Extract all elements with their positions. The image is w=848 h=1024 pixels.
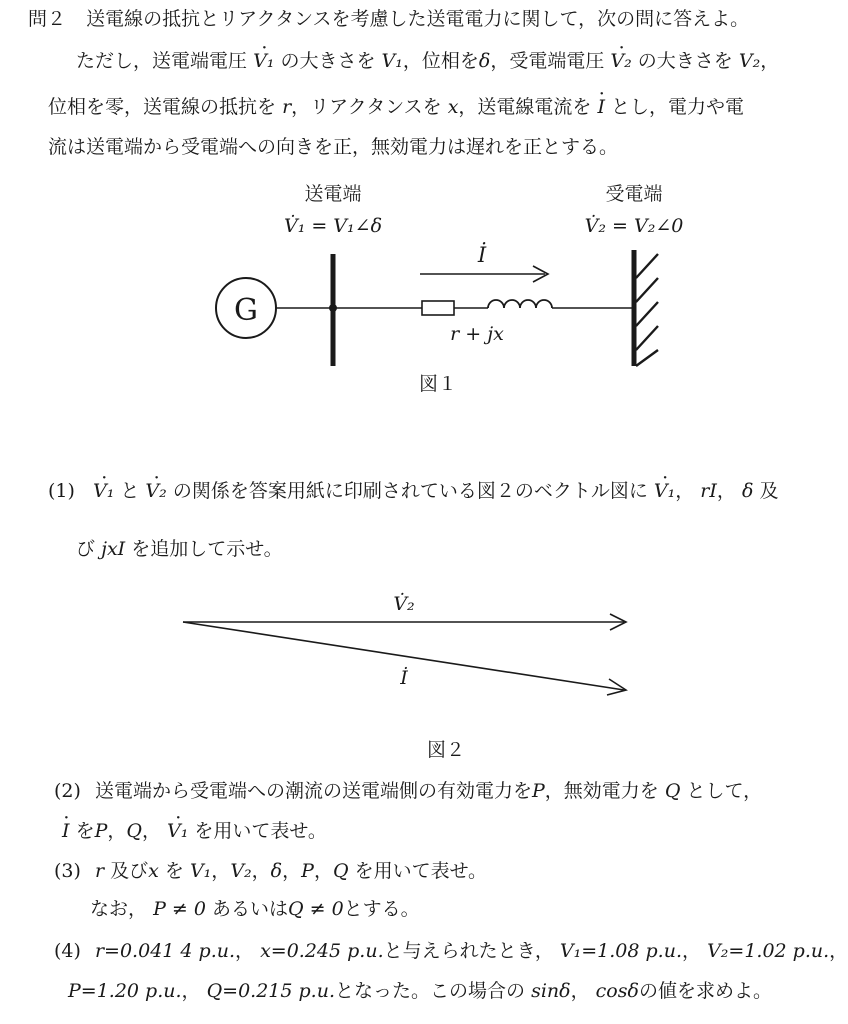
q3-text: を <box>164 860 184 882</box>
recv-end-equation: V̇₂ = V₂∠0 <box>584 215 684 237</box>
cond-text: ，リアクタンスを <box>291 96 442 118</box>
q1-text: び <box>76 538 96 560</box>
q4-text: ， <box>829 940 848 962</box>
q3-text: ， <box>251 860 271 882</box>
condition-q-nonzero: Q ≠ 0 <box>288 898 344 920</box>
q2-number: (2) <box>54 780 81 802</box>
q2-text: として， <box>686 780 763 802</box>
q2-text: ，無効電力を <box>544 780 659 802</box>
q4-line-2 <box>68 978 772 1004</box>
symbol-x: x <box>148 860 159 882</box>
symbol-q: Q <box>332 860 349 882</box>
q2-text: 送電端から受電端への潮流の送電端側の有効電力を <box>94 780 532 802</box>
value-v2: V₂=1.02 p.u. <box>707 940 830 962</box>
condition-line-3 <box>48 134 618 160</box>
cond-text: 位相を零，送電線の抵抗を <box>48 96 277 118</box>
cond-text: ，送電線電流を <box>458 96 592 118</box>
current-arrowhead <box>607 679 626 695</box>
figure1-circuit <box>0 170 843 410</box>
q2-text: ， <box>141 820 161 842</box>
q2-text: を用いて表せ。 <box>194 820 327 842</box>
send-end-title: 送電端 <box>304 183 362 205</box>
symbol-v1: V₁ <box>189 860 212 882</box>
symbol-ri: rI <box>700 480 717 502</box>
impedance-label: r + jx <box>450 323 504 345</box>
q2-line-2 <box>62 818 327 844</box>
send-end-equation: V̇₁ = V₁∠δ <box>283 215 383 237</box>
value-r: r=0.041 4 p.u. <box>94 940 236 962</box>
cond-text: の大きさを <box>637 50 733 72</box>
symbol-v2: V₂ <box>738 50 761 72</box>
q4-text: ， <box>570 980 590 1002</box>
ground-hatching <box>636 254 658 366</box>
symbol-v2: · V₂ <box>610 48 631 74</box>
symbol-x: x <box>447 96 459 118</box>
sin-delta: sinδ <box>531 980 571 1002</box>
value-v1: V₁=1.08 p.u. <box>559 940 683 962</box>
q3-note-text: あるいは <box>211 898 288 920</box>
q1-line-2 <box>76 536 283 562</box>
cond-text: ，受電端電圧 <box>490 50 605 72</box>
q1-text: 及 <box>759 480 779 502</box>
q3-line-1 <box>54 858 487 884</box>
junction-dot <box>329 304 337 312</box>
current-label: İ <box>477 243 487 267</box>
symbol-v2: · V₂ <box>145 478 166 504</box>
q1-text: と <box>120 480 140 502</box>
q4-line-1 <box>54 938 848 964</box>
cond-text: ただし，送電端電圧 <box>76 50 248 72</box>
symbol-i: · I <box>597 94 605 120</box>
figure2-vector-diagram <box>0 580 843 770</box>
q3-note <box>90 896 420 922</box>
condition-p-nonzero: P ≠ 0 <box>153 898 206 920</box>
q3-text: ， <box>313 860 333 882</box>
q3-text: 及び <box>110 860 149 882</box>
condition-line-2 <box>48 94 744 120</box>
q3-note-text: なお， <box>90 898 148 920</box>
inductor-symbol <box>488 300 552 308</box>
q4-text: の値を求めよ。 <box>638 980 772 1002</box>
symbol-p: P <box>94 820 108 842</box>
q1-text: を追加して示せ。 <box>131 538 283 560</box>
symbol-jxi: jxI <box>101 538 126 560</box>
q4-text: ， <box>181 980 201 1002</box>
symbol-v1: · V₁ <box>93 478 114 504</box>
symbol-v1: · V₁ <box>654 478 675 504</box>
symbol-delta: δ <box>270 860 283 882</box>
question-intro: 送電線の抵抗とリアクタンスを考慮した送電電力に関して，次の問に答えよ。 <box>86 8 750 30</box>
figure1-caption: 図１ <box>418 373 458 395</box>
q1-text: ， <box>716 480 736 502</box>
q2-text: を <box>75 820 95 842</box>
cond-text: とし，電力や電 <box>611 96 745 118</box>
value-x: x=0.245 p.u. <box>260 940 384 962</box>
symbol-v1: V₁ <box>381 50 403 72</box>
symbol-q: Q <box>664 780 681 802</box>
symbol-v2: V₂ <box>230 860 252 882</box>
symbol-p: P <box>531 780 545 802</box>
v2-label: V̇₂ <box>393 593 415 615</box>
cos-delta: cosδ <box>595 980 639 1002</box>
value-p: P=1.20 p.u. <box>68 980 182 1002</box>
cond-text: の大きさを <box>280 50 376 72</box>
symbol-r: r <box>282 96 292 118</box>
q4-text: と与えられたとき， <box>383 940 554 962</box>
figure2-caption: 図２ <box>426 739 466 761</box>
symbol-delta: δ <box>741 480 754 502</box>
q4-text: ， <box>682 940 702 962</box>
q1-line-1 <box>48 478 778 504</box>
cond-text: 流は送電端から受電端への向きを正，無効電力は遅れを正とする。 <box>48 136 619 158</box>
q3-text: ， <box>282 860 302 882</box>
generator-label: G <box>234 293 258 328</box>
cond-text: ， <box>760 50 780 72</box>
symbol-delta: δ <box>478 50 491 72</box>
symbol-r: r <box>94 860 105 882</box>
q1-number: (1) <box>48 480 75 502</box>
current-label: İ <box>400 667 408 689</box>
q2-text: ， <box>107 820 127 842</box>
symbol-p: P <box>301 860 314 882</box>
value-q: Q=0.215 p.u. <box>206 980 336 1002</box>
q4-text: となった。この場合の <box>335 980 526 1002</box>
q3-text: ， <box>211 860 231 882</box>
symbol-i: · I <box>62 818 70 844</box>
q1-text: の関係を答案用紙に印刷されている図２のベクトル図に <box>172 480 648 502</box>
symbol-q: Q <box>126 820 142 842</box>
question-heading <box>28 6 749 32</box>
q4-text: ， <box>235 940 255 962</box>
question-label: 問２ <box>28 8 67 30</box>
q1-text: ， <box>675 480 695 502</box>
q2-line-1 <box>54 778 762 804</box>
q3-note-text: とする。 <box>343 898 420 920</box>
recv-end-title: 受電端 <box>605 183 663 205</box>
q3-number: (3) <box>54 860 81 882</box>
q3-text: を用いて表せ。 <box>354 860 488 882</box>
resistor-symbol <box>422 301 454 315</box>
symbol-v1: · V₁ <box>167 818 188 844</box>
symbol-v1: · V₁ <box>253 48 274 74</box>
q4-number: (4) <box>54 940 81 962</box>
condition-line-1 <box>76 48 779 74</box>
cond-text: ，位相を <box>402 50 479 72</box>
